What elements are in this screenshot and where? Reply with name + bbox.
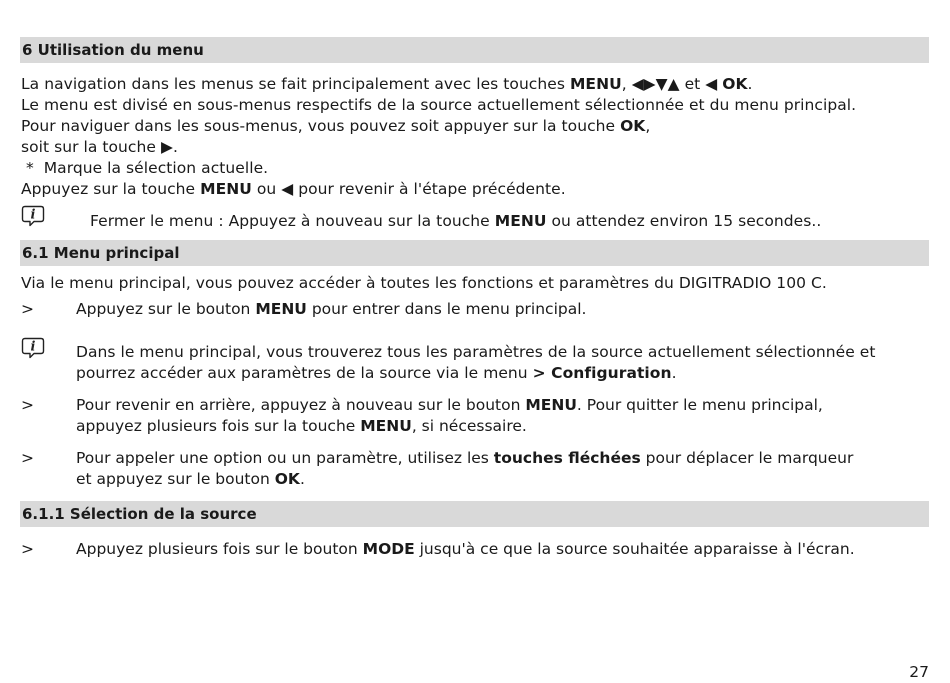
section-heading-6: 6 Utilisation du menu (20, 37, 929, 63)
paragraph-marker: * Marque la sélection actuelle. (21, 159, 269, 177)
info-icon (21, 205, 45, 227)
paragraph-submenus: Le menu est divisé en sous-menus respectifs de la source actuellement sélectionnée et du menu principal. (21, 96, 857, 114)
note-close-menu: Fermer le menu : Appuyez à nouveau sur la touche MENU ou attendez environ 15 secondes.. (90, 212, 822, 230)
svg-text:i: i (30, 207, 36, 223)
bullet-marker: > (21, 449, 34, 467)
list-item-text: Pour appeler une option ou un paramètre, utilisez les touches fléchées pour déplacer le marqueur (76, 449, 854, 467)
paragraph-right-key: soit sur la touche ▶. (21, 138, 178, 156)
list-item-text: et appuyez sur le bouton OK. (76, 470, 305, 488)
bullet-marker: > (21, 540, 34, 558)
list-item-text: appuyez plusieurs fois sur la touche MENU, si nécessaire. (76, 417, 527, 435)
bullet-marker: > (21, 300, 34, 318)
svg-text:i: i (30, 339, 36, 355)
paragraph-main-menu-intro: Via le menu principal, vous pouvez accéder à toutes les fonctions et paramètres du DIGITRADIO 100 C. (21, 274, 827, 292)
list-item-text: Appuyez plusieurs fois sur le bouton MODE jusqu'à ce que la source souhaitée apparaisse à l'écran. (76, 540, 855, 558)
note-main-menu-line2: pourrez accéder aux paramètres de la source via le menu > Configuration. (76, 364, 677, 382)
paragraph-back: Appuyez sur la touche MENU ou ◀ pour revenir à l'étape précédente. (21, 180, 566, 198)
paragraph-navigation: La navigation dans les menus se fait principalement avec les touches MENU, ◀▶▼▲ et ◀ OK. (21, 75, 753, 93)
paragraph-ok-key: Pour naviguer dans les sous-menus, vous pouvez soit appuyer sur la touche OK, (21, 117, 651, 135)
info-icon (21, 337, 45, 359)
section-heading-6-1: 6.1 Menu principal (20, 240, 929, 266)
list-item-text: Pour revenir en arrière, appuyez à nouveau sur le bouton MENU. Pour quitter le menu principal, (76, 396, 823, 414)
page-number: 27 (909, 663, 929, 681)
note-main-menu-line1: Dans le menu principal, vous trouverez tous les paramètres de la source actuellement sélectionnée et (76, 343, 876, 361)
section-heading-6-1-1: 6.1.1 Sélection de la source (20, 501, 929, 527)
bullet-marker: > (21, 396, 34, 414)
list-item-text: Appuyez sur le bouton MENU pour entrer dans le menu principal. (76, 300, 587, 318)
